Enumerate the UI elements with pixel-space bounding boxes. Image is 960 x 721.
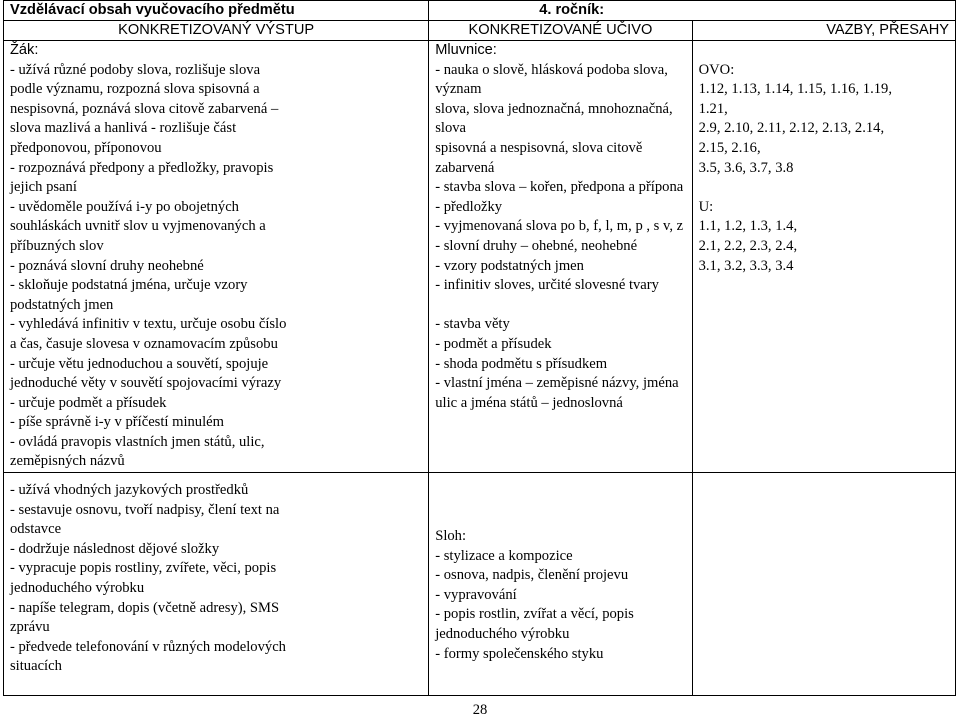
header-col-content: KONKRETIZOVANÉ UČIVO (429, 21, 692, 41)
links-ovo-list (699, 61, 949, 179)
output-line: - uvědoměle používá i-y po obojetných (10, 198, 239, 215)
link-line: 2.9, 2.10, 2.11, 2.12, 2.13, 2.14, (698, 120, 885, 137)
content-line: - předložky (435, 198, 503, 215)
content-line: - osnova, nadpis, členění projevu (435, 567, 629, 584)
style-links-cell (692, 473, 955, 696)
output-line: situacích (10, 658, 62, 675)
output-line: - určuje podmět a přísudek (10, 394, 167, 411)
output-line: - napíše telegram, dopis (včetně adresy), SMS (10, 599, 280, 616)
content-line: - slovní druhy – ohebné, neohebné (435, 237, 638, 254)
output-line: jejich psaní (10, 179, 77, 196)
content-line: - podmět a přísudek (435, 335, 552, 352)
content-line: slova, slova jednoznačná, mnohoznačná, (435, 100, 673, 117)
links-u-list (699, 198, 949, 276)
style-heading: Sloh: (435, 528, 467, 545)
output-line: - určuje větu jednoduchou a souvětí, spojuje (10, 355, 269, 372)
style-outputs-list (10, 481, 422, 677)
style-content-cell (429, 473, 692, 696)
section-grammar-row (4, 41, 956, 473)
output-line: - poznává slovní druhy neohebné (10, 257, 204, 274)
output-line: - rozpoznává předpony a předložky, pravopis (10, 159, 274, 176)
content-line: - formy společenského styku (435, 645, 604, 662)
style-outputs-cell (4, 473, 429, 696)
content-line: - stylizace a kompozice (435, 547, 573, 564)
content-line: - vzory podstatných jmen (435, 257, 584, 274)
link-line: 1.12, 1.13, 1.14, 1.15, 1.16, 1.19, (698, 81, 892, 98)
link-line: 2.15, 2.16, (698, 139, 761, 156)
output-line: - užívá různé podoby slova, rozlišuje slova (10, 61, 261, 78)
output-line: - sestavuje osnovu, tvoří nadpisy, člení text na (10, 501, 280, 518)
output-line: slova mazlivá a hanlivá - rozlišuje část (10, 120, 237, 137)
output-line: - skloňuje podstatná jména, určuje vzory (10, 277, 248, 294)
style-content-list (435, 547, 685, 665)
output-line: - předvede telefonování v různých modelových (10, 638, 286, 655)
link-line: 2.1, 2.2, 2.3, 2.4, (698, 237, 798, 254)
page-number: 28 (472, 702, 488, 718)
header-col-outputs: KONKRETIZOVANÝ VÝSTUP (4, 21, 429, 41)
header-col-links: VAZBY, PŘESAHY (692, 21, 955, 41)
grammar-content-list (435, 61, 685, 414)
content-line: - stavba slova – kořen, předpona a přípona (435, 179, 684, 196)
link-line: 3.5, 3.6, 3.7, 3.8 (698, 159, 794, 176)
output-line: - píše správně i-y v příčestí minulém (10, 414, 224, 431)
output-line: souhláskách uvnitř slov u vyjmenovaných a (10, 218, 266, 235)
content-line: jednoduchého výrobku (435, 626, 570, 643)
link-line: 3.1, 3.2, 3.3, 3.4 (698, 257, 794, 274)
header-subject: Vzdělávací obsah vyučovacího předmětu (4, 1, 429, 21)
output-line: - vypracuje popis rostliny, zvířete, věci, popis (10, 560, 277, 577)
output-line: podle významu, rozpozná slova spisovná a (10, 81, 260, 98)
pupil-heading: Žák: (10, 42, 39, 58)
content-line: - popis rostlin, zvířat a věcí, popis (435, 606, 634, 623)
link-line: U: (698, 198, 714, 215)
output-line: jednoduchého výrobku (10, 580, 145, 597)
curriculum-table (3, 0, 956, 696)
header-grade: 4. ročník: (429, 1, 956, 21)
content-line: - nauka o slově, hlásková podoba slova, (435, 61, 668, 78)
content-line: - vyjmenovaná slova po b, f, l, m, p , s v, z (435, 218, 684, 235)
output-line: - užívá vhodných jazykových prostředků (10, 482, 249, 499)
section-style-row (4, 473, 956, 696)
output-line: nespisovná, poznává slova citově zabarvená – (10, 100, 279, 117)
grammar-content-cell (429, 41, 692, 473)
content-line (435, 296, 685, 316)
output-line: - vyhledává infinitiv v textu, určuje osobu číslo (10, 316, 287, 333)
grammar-outputs-list (10, 61, 422, 472)
content-line: - shoda podmětu s přísudkem (435, 355, 608, 372)
grammar-outputs-cell (4, 41, 429, 473)
link-line: 1.21, (698, 100, 728, 117)
grammar-heading: Mluvnice: (435, 42, 497, 58)
link-line: OVO: (698, 61, 735, 78)
output-line: zeměpisných názvů (10, 453, 125, 470)
header-row-columns (4, 21, 956, 41)
output-line: a čas, časuje slovesa v oznamovacím způsobu (10, 335, 278, 352)
output-line: zprávu (10, 619, 50, 636)
output-line: - dodržuje následnost dějové složky (10, 540, 220, 557)
link-line: 1.1, 1.2, 1.3, 1.4, (698, 218, 798, 235)
output-line: - ovládá pravopis vlastních jmen států, ulic, (10, 433, 265, 450)
content-line: ulic a jména států – jednoslovná (435, 394, 623, 411)
content-line: - vlastní jména – zeměpisné názvy, jména (435, 375, 679, 392)
output-line: předponovou, příponovou (10, 139, 162, 156)
grammar-links-cell (692, 41, 955, 473)
content-line: slova (435, 120, 467, 137)
content-line: význam (435, 81, 482, 98)
output-line: jednoduché věty v souvětí spojovacími výrazy (10, 375, 282, 392)
output-line: odstavce (10, 521, 62, 538)
output-line: podstatných jmen (10, 296, 114, 313)
header-row-subject (4, 1, 956, 21)
content-line: zabarvená (435, 159, 495, 176)
content-line: - vypravování (435, 586, 517, 603)
output-line: příbuzných slov (10, 237, 104, 254)
content-line: spisovná a nespisovná, slova citově (435, 139, 643, 156)
content-line: - infinitiv sloves, určité slovesné tvary (435, 277, 659, 294)
content-line: - stavba věty (435, 316, 510, 333)
